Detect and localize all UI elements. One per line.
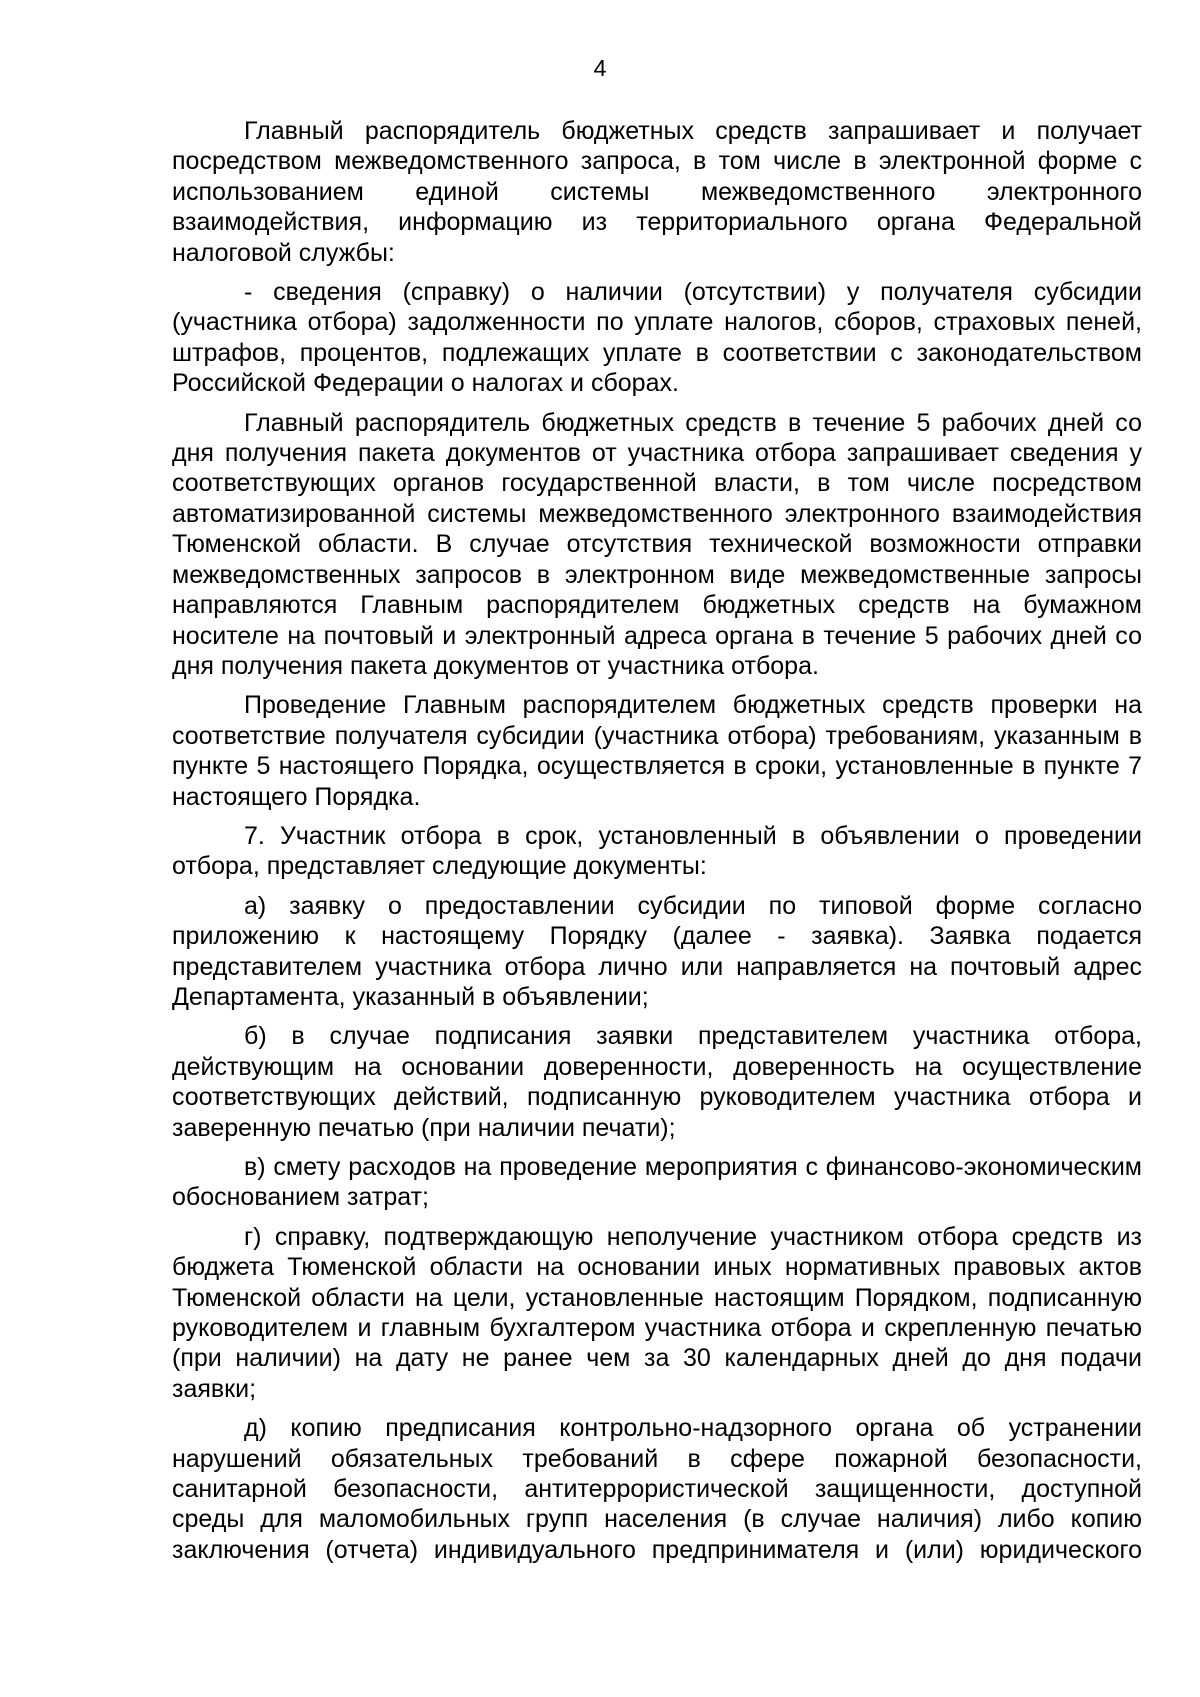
paragraph-item-b: б) в случае подписания заявки представителем участника отбора, действующим на основании доверенности, доверенность на осуществление соответствующих действий, подписанную руководителем участника отбора и заверенную печатью (при наличии печати); [172,1022,1142,1142]
paragraph-interagency-requests: Главный распорядитель бюджетных средств в течение 5 рабочих дней со дня получения пакета документов от участника отбора запрашивает сведения у соответствующих органов государственной власти, в том числе посредством автоматизированной системы межведомственного электронного взаимодействия Тюменской области. В случае отсутствия технической возможности отправки межведомственных запросов в электронном виде межведомственные запросы направляются Главным распорядителем бюджетных средств на бумажном носителе на почтовый и электронный адреса органа в течение 5 рабочих дней со дня получения пакета документов от участника отбора. [172,408,1142,680]
document-body [172,116,1142,1574]
paragraph-item-d: д) копию предписания контрольно-надзорного органа об устранении нарушений обязательных требований в сфере пожарной безопасности, санитарной безопасности, антитеррористической защищенности, доступной среды для маломобильных групп населения (в случае наличия) либо копию заключения (отчета) индивидуального предпринимателя и (или) юридического [172,1414,1142,1564]
paragraph-tax-debt-info: - сведения (справку) о наличии (отсутствии) у получателя субсидии (участника отбора) задолженности по уплате налогов, сборов, страховых пеней, штрафов, процентов, подлежащих уплате в соответствии с законодательством Российской Федерации о налогах и сборах. [172,278,1142,398]
paragraph-item-v: в) смету расходов на проведение мероприятия с финансово-экономическим обоснованием затрат; [172,1153,1142,1212]
paragraph-item-7: 7. Участник отбора в срок, установленный в объявлении о проведении отбора, представляет следующие документы: [172,821,1142,881]
paragraph-data-request: Главный распорядитель бюджетных средств запрашивает и получает посредством межведомственного запроса, в том числе в электронной форме с использованием единой системы межведомственного электронного взаимодействия, информацию из территориального органа Федеральной налоговой службы: [172,117,1142,267]
page-number: 4 [593,55,607,81]
paragraph-item-g: г) справку, подтверждающую неполучение участником отбора средств из бюджета Тюменской области на основании иных нормативных правовых актов Тюменской области на цели, установленные настоящим Порядком, подписанную руководителем и главным бухгалтером участника отбора и скрепленную печатью (при наличии) на дату не ранее чем за 30 календарных дней до дня подачи заявки; [172,1222,1142,1403]
paragraph-compliance-check: Проведение Главным распорядителем бюджетных средств проверки на соответствие получателя субсидии (участника отбора) требованиям, указанным в пункте 5 настоящего Порядка, осуществляется в сроки, установленные в пункте 7 настоящего Порядка. [172,691,1142,811]
paragraph-item-a: а) заявку о предоставлении субсидии по типовой форме согласно приложению к настоящему Порядку (далее - заявка). Заявка подается представителем участника отбора лично или направляется на почтовый адрес Департамента, указанный в объявлении; [172,891,1142,1011]
